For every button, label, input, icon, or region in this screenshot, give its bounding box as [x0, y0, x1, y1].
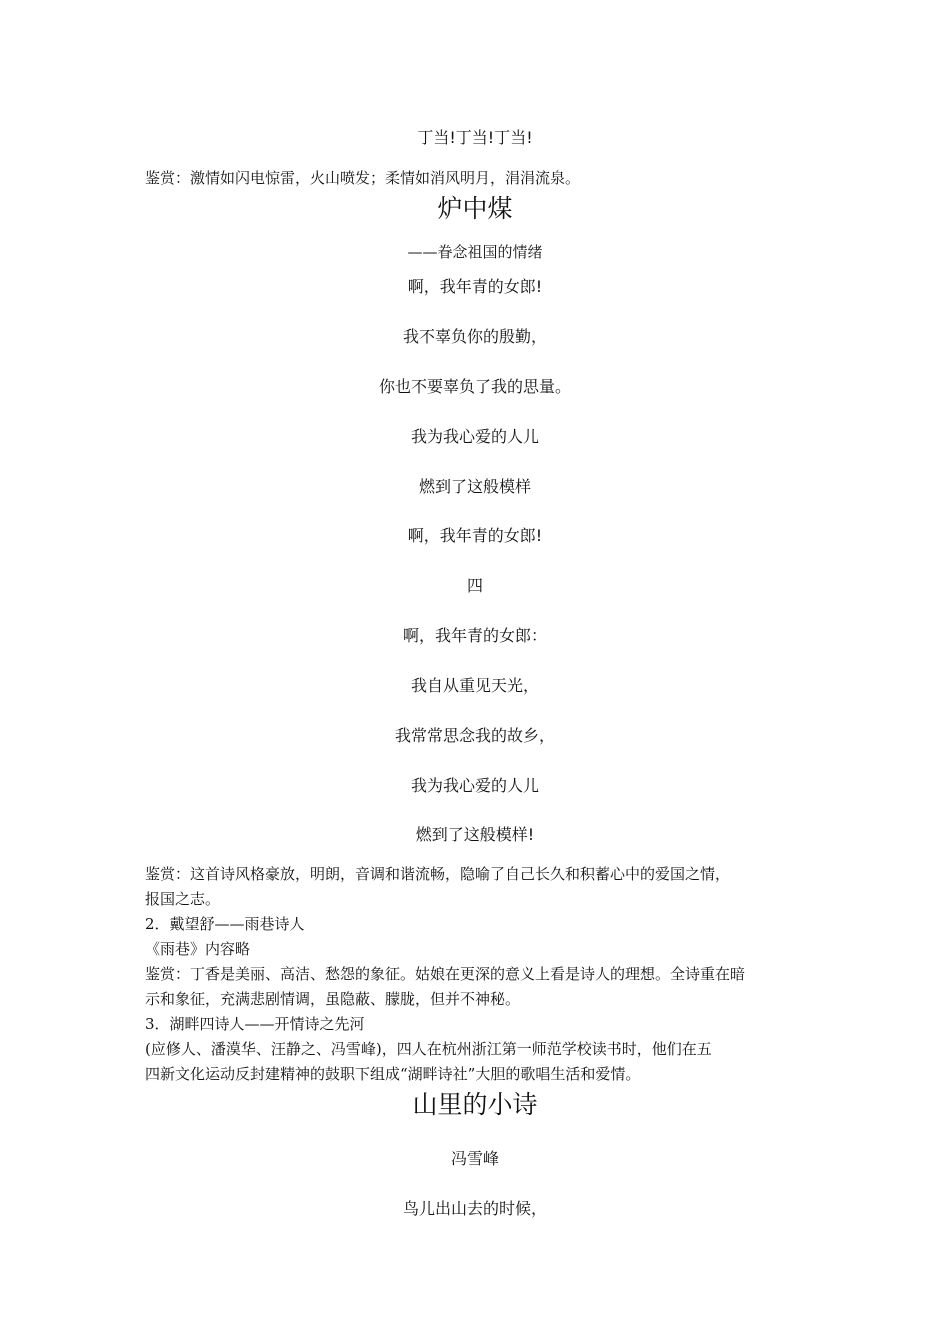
- poem-subtitle: ——眷念祖国的情绪: [407, 243, 543, 261]
- appreciation-note: 鉴赏：激情如闪电惊雷，火山喷发；柔情如消风明月，涓涓流泉。: [145, 169, 581, 187]
- poem-line: 你也不要辜负了我的思量。: [378, 377, 571, 396]
- poem-title-luzhongmei: 炉中煤: [437, 194, 513, 223]
- poem-line: 啊，我年青的女郎!: [407, 277, 543, 296]
- poem-line: 啊，我年青的女郎!: [407, 526, 543, 545]
- poem-line: 我自从重见天光，: [410, 676, 539, 695]
- poem-line: 啊，我年青的女郎：: [402, 626, 547, 645]
- note-line: 鉴赏：丁香是美丽、高洁、愁怨的象征。姑娘在更深的意义上看是诗人的理想。全诗重在暗: [145, 965, 746, 983]
- poem-line: 燃到了这般模样!: [415, 825, 535, 844]
- note-line: 四新文化运动反封建精神的鼓职下组成“湖畔诗社”大胆的歌唱生活和爱情。: [145, 1065, 641, 1083]
- poem-line: 我常常思念我的故乡，: [394, 726, 555, 745]
- note-line: 报国之志。: [145, 890, 221, 908]
- poem-line: 我不辜负你的殷勤，: [402, 327, 547, 346]
- poem-author: 冯雪峰: [450, 1149, 499, 1168]
- note-line: 《雨巷》内容略: [145, 940, 251, 958]
- note-line: 示和象征，充满悲剧情调，虽隐蔽、朦胧，但并不神秘。: [145, 990, 521, 1008]
- poem-line: 我为我心爱的人儿: [410, 427, 539, 446]
- poem-title-shanlidexiaoshi: 山里的小诗: [412, 1090, 538, 1119]
- poem-line-top: 丁当!丁当!丁当!: [417, 128, 533, 147]
- section-heading: 2．戴望舒——雨巷诗人: [145, 915, 305, 933]
- note-line: 鉴赏：这首诗风格豪放，明朗，音调和谐流畅，隐喻了自己长久和积蓄心中的爱国之情，: [145, 865, 731, 883]
- poem-line: 我为我心爱的人儿: [410, 776, 539, 795]
- note-line: (应修人、潘漠华、汪静之、冯雪峰)，四人在杭州浙江第一师范学校读书时，他们在五: [145, 1040, 712, 1058]
- poem-line: 燃到了这般模样: [418, 477, 531, 496]
- poem-line: 鸟儿出山去的时候，: [402, 1199, 547, 1218]
- section-heading: 3．湖畔四诗人——开情诗之先河: [145, 1015, 365, 1033]
- stanza-number: 四: [466, 576, 483, 595]
